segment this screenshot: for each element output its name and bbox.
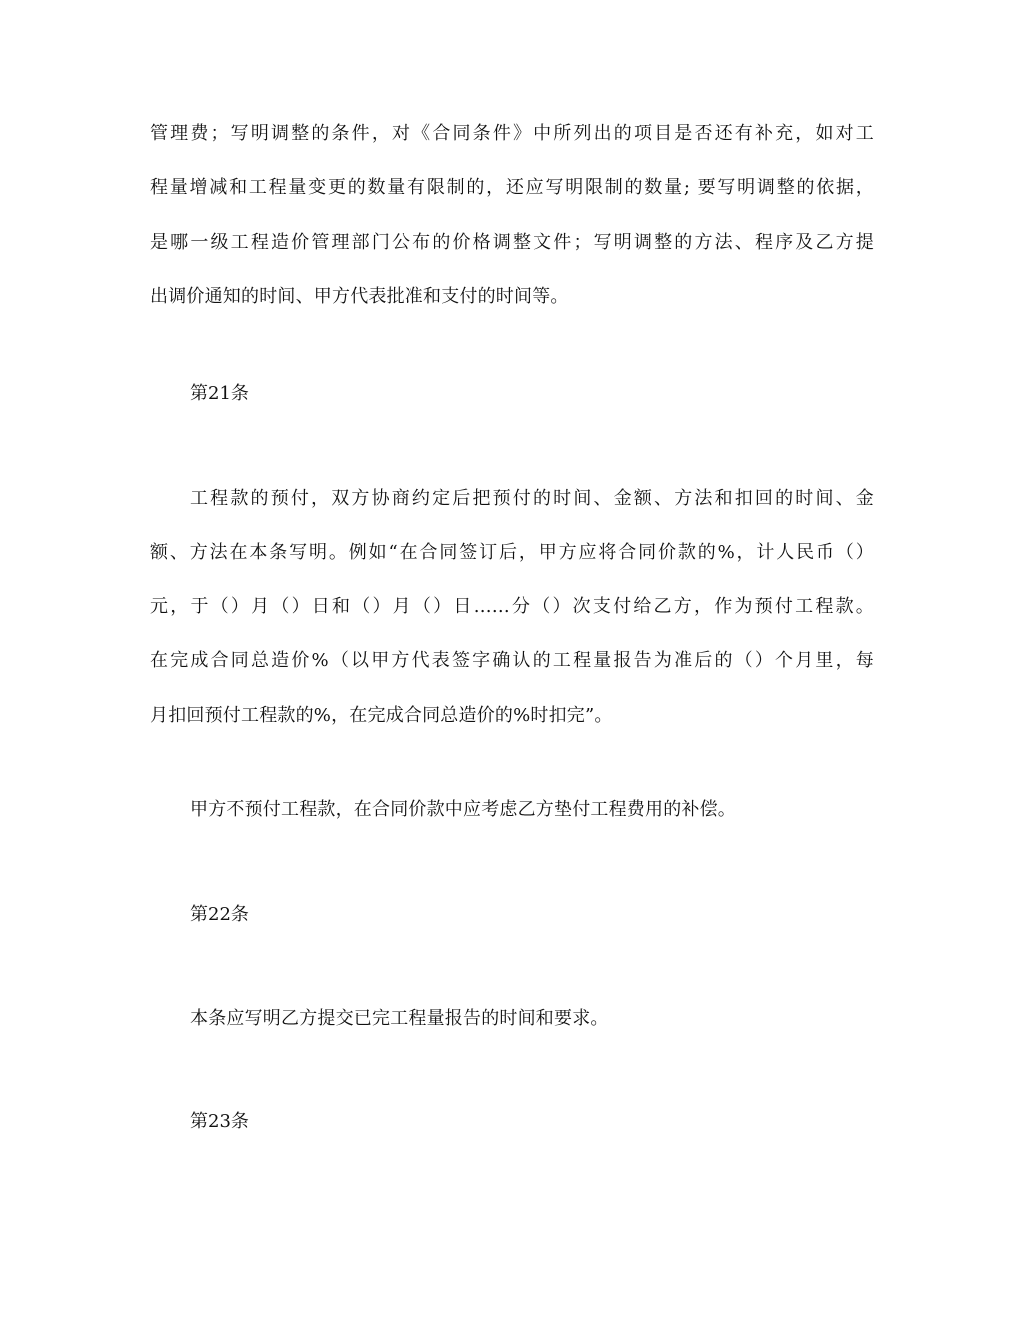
- text-line: 是哪一级工程造价管理部门公布的价格调整文件；写明调整的方法、程序及乙方提: [150, 232, 874, 253]
- text-line: 元，于（）月（）日和（）月（）日……分（）次支付给乙方，作为预付工程款。: [150, 596, 874, 617]
- text-line: 出调价通知的时间、甲方代表批准和支付的时间等。: [150, 286, 569, 307]
- paragraph-no-prepayment: 甲方不预付工程款，在合同价款中应考虑乙方垫付工程费用的补偿。: [190, 799, 736, 820]
- text-line: 程量增减和工程量变更的数量有限制的，还应写明限制的数量; 要写明调整的依据，: [150, 177, 874, 198]
- text-line: 月扣回预付工程款的%，在完成合同总造价的%时扣完”。: [150, 705, 613, 726]
- article-22-heading: 第22条: [190, 904, 249, 925]
- article-21-heading: 第21条: [190, 383, 249, 404]
- article-23-heading: 第23条: [190, 1111, 249, 1132]
- text-line: 在完成合同总造价%（以甲方代表签字确认的工程量报告为准后的（）个月里，每: [150, 650, 874, 671]
- paragraph-work-report: 本条应写明乙方提交已完工程量报告的时间和要求。: [190, 1008, 609, 1029]
- text-line: 工程款的预付，双方协商约定后把预付的时间、金额、方法和扣回的时间、金: [190, 488, 874, 509]
- text-line: 额、方法在本条写明。例如“在合同签订后，甲方应将合同价款的%，计人民币（）: [150, 542, 874, 563]
- text-line: 管理费；写明调整的条件，对《合同条件》中所列出的项目是否还有补充，如对工: [150, 123, 874, 144]
